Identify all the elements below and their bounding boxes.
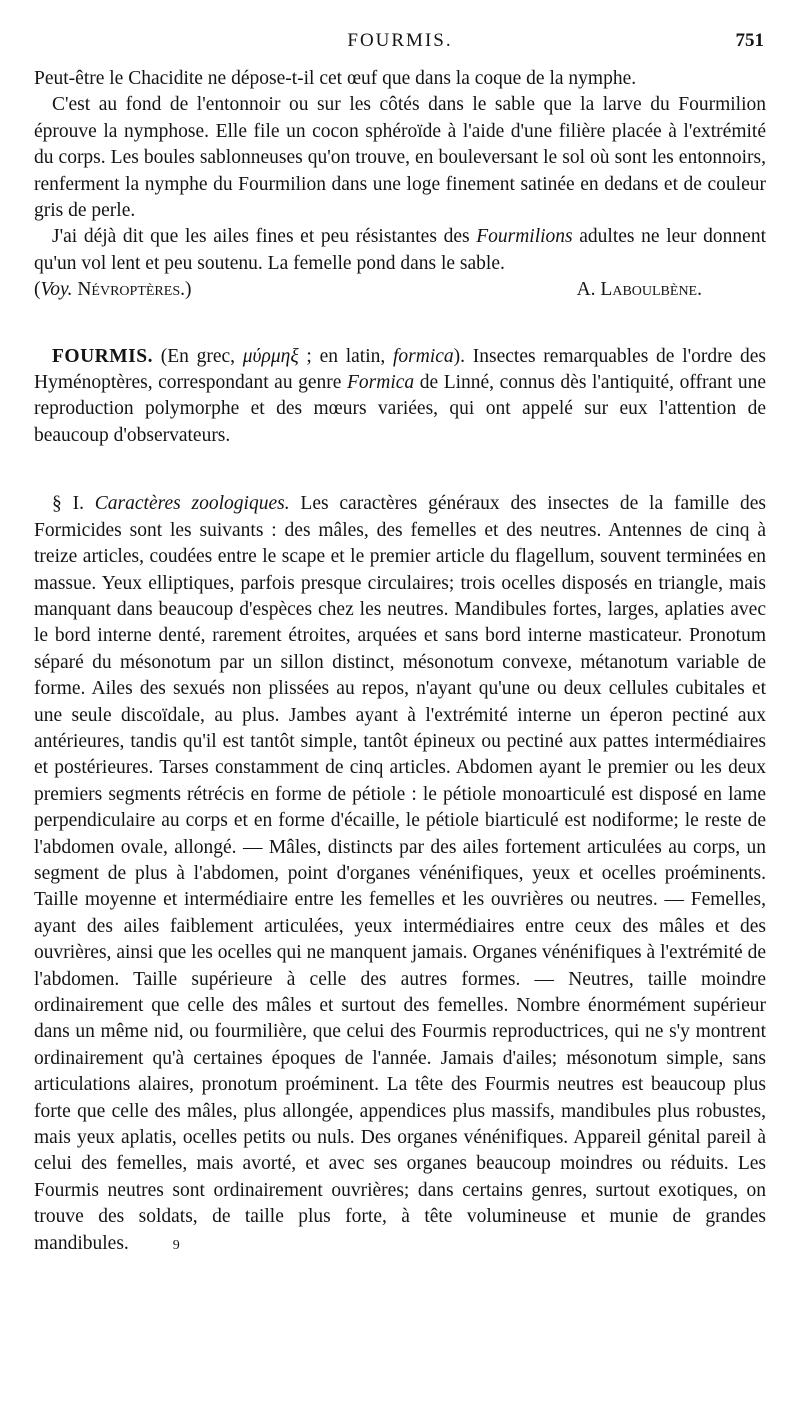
text-run: J'ai déjà dit que les ailes fines et peu résistantes des bbox=[52, 226, 477, 248]
greek-word: μύρμηξ bbox=[242, 345, 299, 367]
cross-reference bbox=[34, 277, 191, 303]
text-run: de Linné, connus dès l'antiquité, offrant une reproduction polymorphe et des mœurs variées, qui ont appelé sur eux l'attention de beaucoup d'observateurs. bbox=[34, 372, 766, 446]
ref-target: Névroptères.) bbox=[72, 279, 192, 301]
paragraph-text: C'est au fond de l'entonnoir ou sur les côtés dans le sable que la larve du Fourmilion éprouve la nymphose. Elle file un cocon sphéroïde à l'aide d'une filière placée à l'extrémité du corps. Les boules sablonneuses qu'on trouve, en bouleversant le sol où sont les entonnoirs, renferment la nymphe du Fourmilion dans une loge finement satinée en dedans et de couleur gris de perle. bbox=[34, 94, 766, 222]
ref-paren: ( bbox=[34, 279, 41, 301]
section-number: § I. bbox=[52, 493, 95, 515]
section-title: Caractères zoologiques. bbox=[94, 493, 290, 515]
paragraph-text: Peut-être le Chacidite ne dépose-t-il cet œuf que dans la coque de la nymphe. bbox=[34, 68, 637, 89]
paragraph-intro-3 bbox=[34, 224, 766, 277]
author-signature: A. Laboulbène. bbox=[576, 279, 702, 301]
genus-name: Formica bbox=[347, 372, 415, 394]
spacer bbox=[34, 449, 766, 491]
paragraph-intro-2 bbox=[34, 92, 766, 224]
running-title: FOURMIS. bbox=[347, 30, 453, 51]
section-text: Les caractères généraux des insectes de la famille des Formicides sont les suivants : des mâles, des femelles et des neutres. Antennes de cinq à treize articles, coudées entre le scape et le premier article du flagellum, souvent terminées en massue. Yeux elliptiques, parfois presque circulaires; trois ocelles disposés en triangle, mais manquant dans beaucoup d'espèces chez les neutres. Mandibules fortes, larges, aplaties avec le bord interne denté, rarement étroites, arquées et sans bord interne masticateur. Pronotum séparé du mésonotum par un sillon distinct, mésonotum convexe, métanotum variable de forme. Ailes des sexués non plissées au repos, n'ayant qu'une ou deux cellules cubitales et une seule discoïdale, au plus. Jambes ayant à l'extrémité interne un éperon pectiné aux antérieures, tandis qu'il est tantôt simple, tantôt épineux ou pectiné aux pattes intermédiaires et postérieures. Tarses constamment de cinq articles. Abdomen ayant le premier ou les deux premiers segments rétrécis en forme de pétiole : le pétiole monoarticulé est disposé en lame perpendiculaire au corps et en forme d'écaille, le pétiole biarticulé est nodiforme; le reste de l'abdomen ovale, allongé. — Mâles, distincts par des ailes fortement articulées au corps, un segment de plus à l'abdomen, point d'organes vénénifiques, yeux et ocelles proéminents. Taille moyenne et intermédiaire entre les femelles et les ouvrières ou neutres. — Femelles, ayant des ailes faiblement articulées, yeux intermédiaires entre ceux des mâles et des ouvrières, ainsi que les ocelles qui ne manquent jamais. Organes vénénifiques à l'extrémité de l'abdomen. Taille supérieure à celle des autres formes. — Neutres, taille moindre ordinairement que celle des mâles et surtout des femelles. Nombre énormément supérieur dans un même nid, ou fourmilière, que celui des Fourmis reproductrices, qui ne s'y montrent ordinairement qu'à certaines époques de l'année. Jamais d'ailes; mésonotum simple, sans articulations alaires, pronotum proéminent. La tête des Fourmis neutres est beaucoup plus forte que celle des mâles, plus allongée, appendices plus massifs, mandibules plus robustes, mais yeux aplatis, ocelles petits ou nuls. Des organes vénénifiques. Appareil génital pareil à celui des femelles, mais avorté, et avec ses organes beaucoup moindres ou réduits. Les Fourmis neutres sont ordinairement ouvrières; dans certains genres, surtout exotiques, on trouve des soldats, de taille plus forte, à tête volumineuse et munie de grandes mandibules. bbox=[34, 493, 766, 1254]
text-run: ). Insectes remarquables de l'ordre des Hyménoptères, correspondant au genre bbox=[34, 345, 766, 394]
italic-term: Fourmilions bbox=[476, 226, 573, 248]
text-run: ; en latin, bbox=[298, 345, 393, 367]
spacer bbox=[34, 304, 766, 344]
ref-voy: Voy. bbox=[40, 279, 73, 301]
entry-paragraph bbox=[34, 344, 766, 450]
page-header bbox=[34, 16, 766, 56]
text-run: adultes ne leur donnent qu'un vol lent et peu soutenu. La femelle pond dans le sable. bbox=[34, 226, 766, 274]
text-run: (En grec, bbox=[152, 345, 243, 367]
signature-mark: 9 bbox=[172, 1237, 180, 1253]
latin-word: formica bbox=[392, 345, 454, 367]
entry-headword: FOURMIS. bbox=[52, 345, 153, 367]
paragraph-intro-1 bbox=[34, 66, 766, 92]
page-body bbox=[34, 66, 766, 1259]
section-1-paragraph bbox=[34, 491, 766, 1259]
page-number: 751 bbox=[735, 30, 764, 51]
reference-signature-line bbox=[34, 277, 766, 303]
